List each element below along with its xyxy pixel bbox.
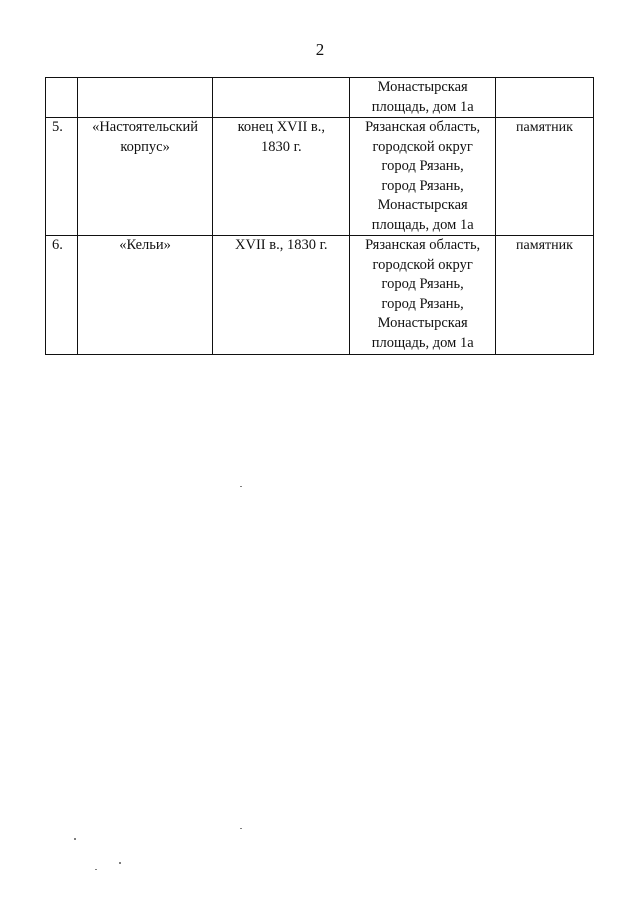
cell-name: [77, 78, 212, 118]
cell-number: 5.: [46, 118, 78, 236]
address-line: городской округ: [372, 138, 473, 155]
address-line: город Рязань,: [381, 158, 464, 174]
scan-speck: [95, 869, 97, 870]
address-line: город Рязань,: [381, 295, 464, 312]
cell-date: [213, 78, 350, 118]
table-row: [46, 118, 594, 236]
cell-number: 6.: [46, 236, 78, 355]
address-line: город Рязань,: [381, 177, 464, 194]
cell-category: памятник: [495, 236, 593, 355]
table-row: [46, 78, 594, 118]
cell-category: памятник: [495, 118, 593, 236]
address-line: Монастырская: [377, 79, 468, 95]
scan-speck: [119, 862, 121, 864]
scan-speck: [240, 828, 242, 829]
cell-address: [350, 78, 496, 118]
address-line: Рязанская область,: [365, 119, 481, 135]
address-line: Монастырская: [377, 197, 468, 213]
address-line: Рязанская область,: [365, 237, 481, 253]
scan-speck: [240, 486, 242, 487]
address-line: Монастырская: [377, 315, 468, 331]
cell-address: [350, 118, 496, 236]
address-line: площадь, дом 1а: [371, 98, 474, 115]
cell-date: [213, 118, 350, 236]
date-line: конец XVII в.,: [237, 119, 326, 135]
address-line: площадь, дом 1а: [371, 216, 474, 233]
name-line: «Настоятельский: [92, 119, 199, 135]
page-number: 2: [315, 40, 325, 59]
table-row: [46, 236, 594, 355]
cell-address: [350, 236, 496, 355]
address-line: площадь, дом 1а: [371, 334, 474, 351]
scan-speck: [74, 838, 76, 840]
date-line: XVII в., 1830 г.: [235, 237, 328, 253]
cell-name: [77, 236, 212, 355]
date-line: 1830 г.: [261, 138, 302, 155]
cell-category: [495, 78, 593, 118]
cell-name: [77, 118, 212, 236]
name-line: «Кельи»: [119, 237, 171, 253]
name-line: корпус»: [120, 138, 170, 155]
heritage-table: [45, 77, 594, 355]
cell-date: [213, 236, 350, 355]
address-line: город Рязань,: [381, 276, 464, 292]
cell-number: [46, 78, 78, 118]
address-line: городской округ: [372, 256, 473, 273]
